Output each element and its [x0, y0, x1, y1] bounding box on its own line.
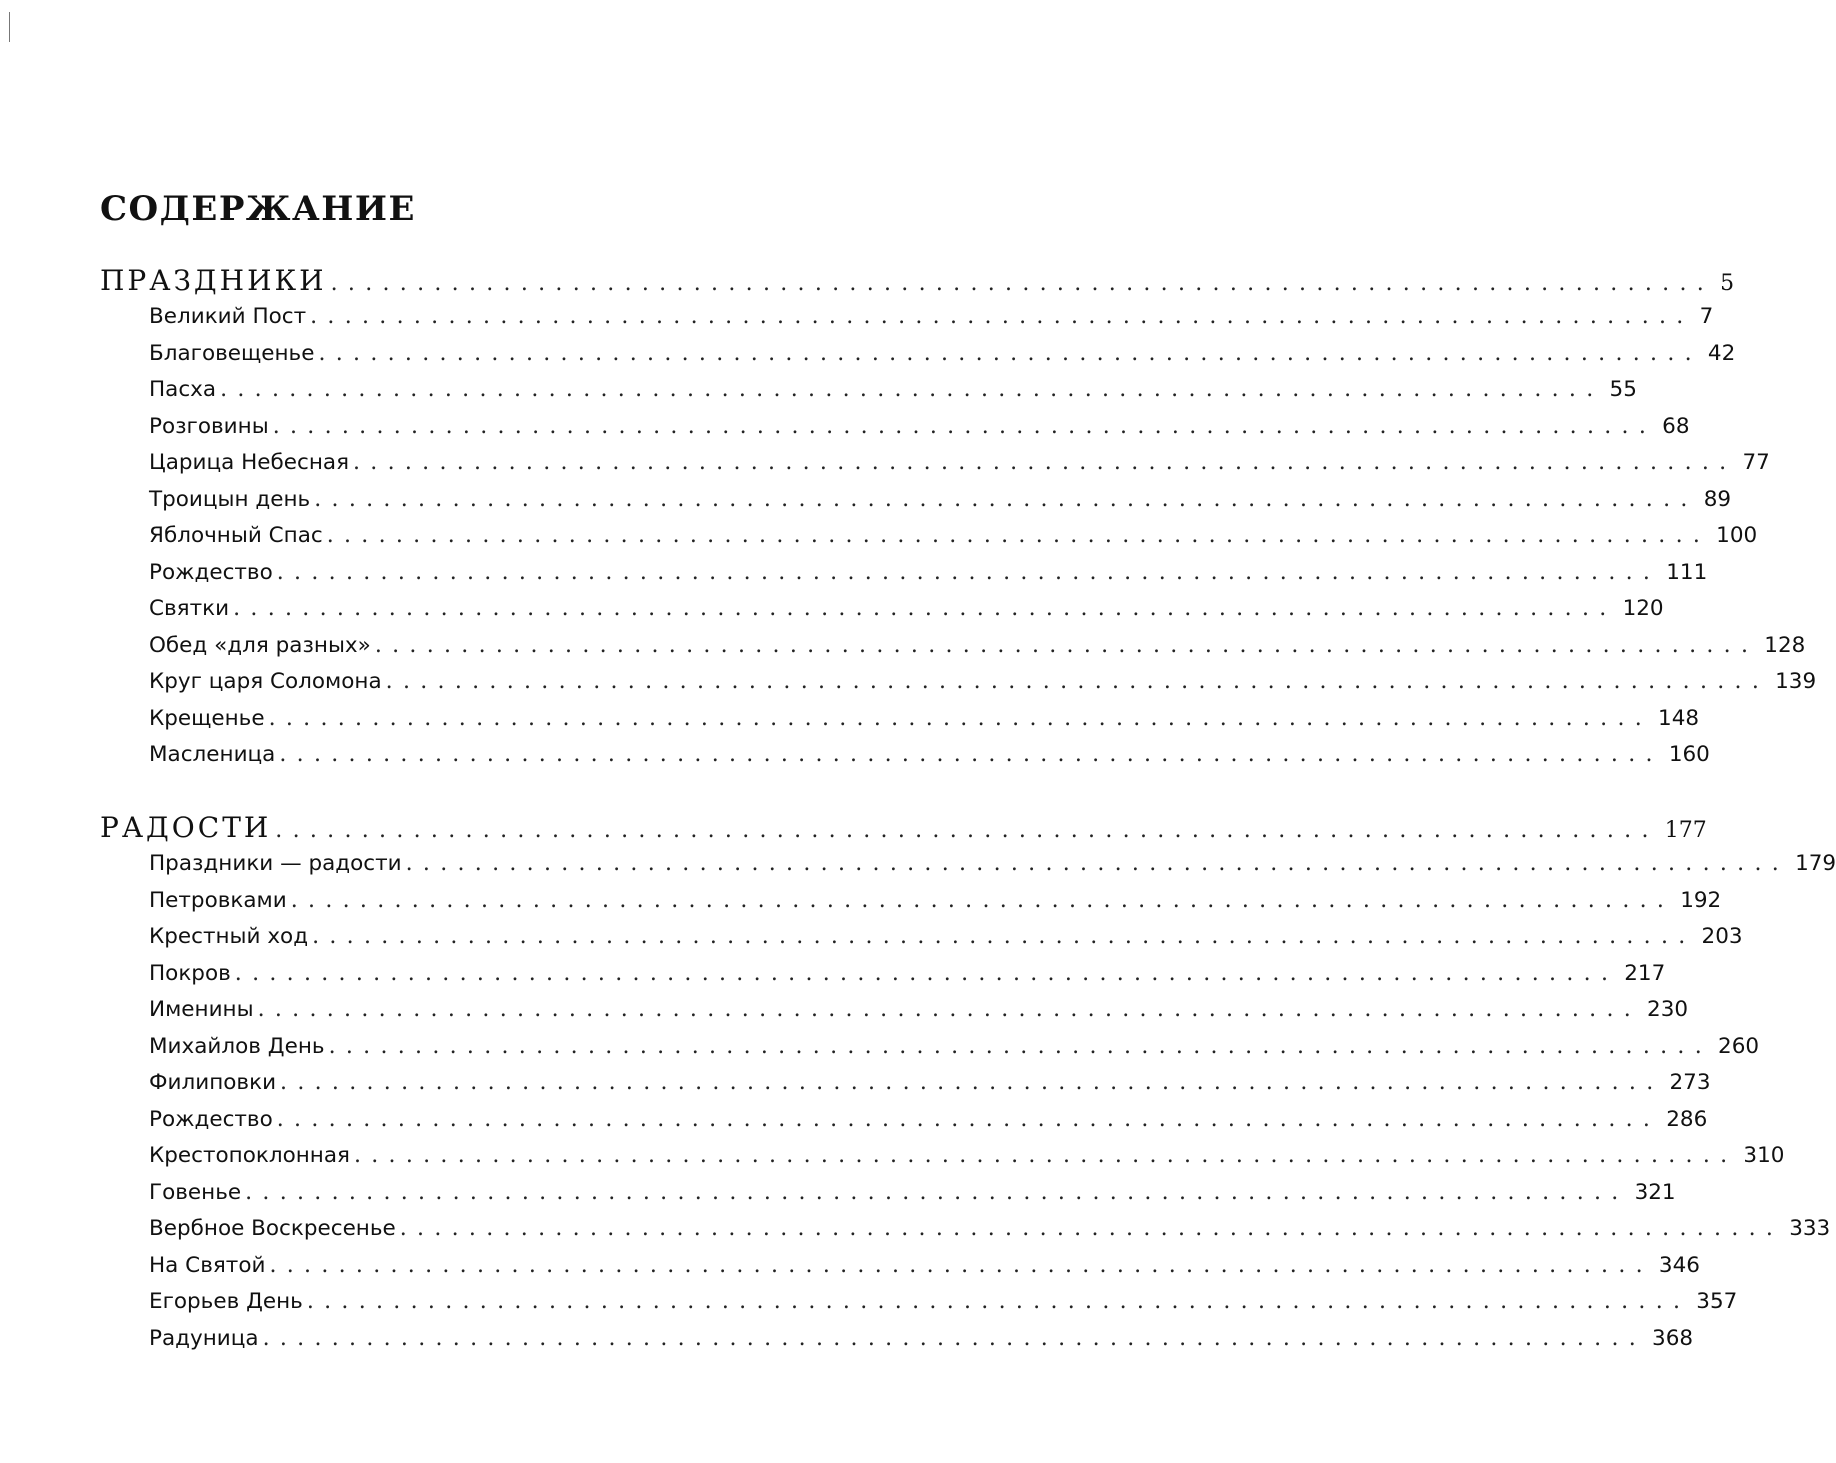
entry-title: Святки: [149, 596, 230, 621]
entry-title: На Святой: [149, 1252, 266, 1278]
entry-title: Михайлов День: [149, 1033, 325, 1059]
entry-page-number: 120: [1622, 596, 1664, 621]
entry-page-number: 111: [1666, 559, 1708, 585]
entry-page-number: 77: [1742, 450, 1770, 475]
dot-leader: ................................................................................: [245, 1179, 1629, 1205]
dot-leader: ................................................................................: [353, 1143, 1738, 1168]
entry-page-number: 217: [1624, 960, 1666, 986]
dot-leader: ................................................................................: [257, 997, 1642, 1022]
entry-page-number: 139: [1775, 669, 1817, 694]
entry-title: Царица Небесная: [149, 450, 349, 475]
toc-entry[interactable]: [100, 742, 1710, 778]
dot-leader: ................................................................................: [353, 450, 1737, 475]
entry-title: Филиповки: [149, 1070, 277, 1095]
toc-entry[interactable]: [100, 413, 1690, 450]
entry-page-number: 100: [1716, 523, 1758, 548]
toc-entry[interactable]: [100, 705, 1700, 742]
entry-title: Крестный ход: [149, 924, 309, 949]
dot-leader: ................................................................................: [374, 632, 1759, 658]
toc-entry[interactable]: [100, 377, 1637, 413]
dot-leader: ................................................................................: [262, 1325, 1647, 1351]
toc-entry[interactable]: [100, 1216, 1831, 1252]
entry-page-number: 230: [1647, 997, 1689, 1022]
dot-leader: ................................................................................: [310, 304, 1694, 329]
entry-page-number: 160: [1668, 742, 1710, 767]
toc-entry[interactable]: [100, 1106, 1708, 1143]
toc-entry[interactable]: [100, 924, 1743, 960]
entry-page-number: 203: [1701, 924, 1743, 949]
entry-title: Троицын день: [149, 486, 311, 512]
entry-title: Егорьев День: [149, 1289, 303, 1314]
entry-title: Рождество: [149, 559, 273, 585]
entry-title: Именины: [149, 997, 254, 1022]
toc-entry[interactable]: [100, 450, 1770, 486]
dot-leader: ................................................................................: [269, 1252, 1653, 1278]
toc-entry[interactable]: [100, 596, 1664, 632]
entry-page-number: 148: [1658, 705, 1700, 731]
entry-title: Петровками: [149, 887, 287, 913]
entry-title: Покров: [149, 960, 231, 986]
toc-entry[interactable]: [100, 559, 1708, 596]
toc-entry[interactable]: [100, 960, 1666, 997]
toc-section-heading[interactable]: [100, 811, 1707, 851]
entry-page-number: 89: [1703, 486, 1732, 512]
entry-title: Великий Пост: [149, 304, 307, 329]
entry-title: Благовещенье: [149, 340, 315, 366]
toc-entry[interactable]: [100, 340, 1736, 377]
entry-page-number: 368: [1652, 1325, 1694, 1351]
toc-entry[interactable]: [100, 1252, 1700, 1289]
entry-page-number: 260: [1718, 1033, 1760, 1059]
entry-page-number: 192: [1680, 887, 1722, 913]
dot-leader: ................................................................................: [276, 559, 1661, 585]
entry-title: Крещенье: [149, 705, 265, 731]
entry-page-number: 7: [1699, 304, 1714, 329]
dot-leader: ................................................................................: [290, 887, 1675, 913]
entry-page-number: 321: [1634, 1179, 1676, 1205]
page-title: СОДЕРЖАНИЕ: [100, 189, 416, 229]
toc-entry[interactable]: [100, 523, 1758, 559]
entry-title: Говенье: [149, 1179, 242, 1205]
entry-title: Розговины: [149, 413, 269, 439]
entry-page-number: 357: [1696, 1289, 1738, 1314]
dot-leader: ................................................................................: [306, 1289, 1691, 1314]
dot-leader: ................................................................................: [312, 924, 1696, 949]
dot-leader: ................................................................................: [318, 340, 1702, 366]
entry-page-number: 42: [1707, 340, 1736, 366]
dot-leader: ................................................................................: [276, 1106, 1661, 1132]
entry-title: Радуница: [149, 1325, 259, 1351]
toc-entry[interactable]: [100, 669, 1817, 705]
dot-leader: ................................................................................: [405, 851, 1790, 876]
entry-page-number: 310: [1743, 1143, 1785, 1168]
dot-leader: ................................................................................: [272, 413, 1657, 439]
dot-leader: ................................................................................: [280, 1070, 1664, 1095]
toc-entry[interactable]: [100, 851, 1836, 887]
entry-title: Обед «для разных»: [149, 632, 371, 658]
dot-leader: ................................................................................: [268, 705, 1653, 731]
toc-entry[interactable]: [100, 1289, 1738, 1325]
dot-leader: ................................................................................: [385, 669, 1770, 694]
entry-page-number: 333: [1789, 1216, 1831, 1241]
toc-entry[interactable]: [100, 1033, 1760, 1070]
toc-entry[interactable]: [100, 887, 1722, 924]
entry-page-number: 179: [1795, 851, 1836, 876]
entry-page-number: 55: [1609, 377, 1637, 402]
toc-entry[interactable]: [100, 486, 1732, 523]
section-title: ПРАЗДНИКИ: [100, 264, 327, 297]
dot-leader: ................................................................................: [328, 1033, 1713, 1059]
entry-title: Масленица: [149, 742, 276, 767]
toc-entry[interactable]: [100, 1179, 1676, 1216]
toc-section-heading[interactable]: [100, 264, 1735, 304]
section-title: РАДОСТИ: [100, 811, 272, 844]
toc-entry[interactable]: [100, 632, 1806, 669]
toc-entry[interactable]: [100, 997, 1689, 1033]
entry-title: Праздники — радости: [149, 851, 402, 876]
entry-page-number: 273: [1669, 1070, 1711, 1095]
section-page-number: 5: [1720, 271, 1735, 296]
entry-page-number: 346: [1658, 1252, 1700, 1278]
entry-title: Круг царя Соломона: [149, 669, 382, 694]
dot-leader: ................................................................................: [326, 523, 1711, 548]
entry-title: Вербное Воскресенье: [149, 1216, 396, 1241]
entry-title: Крестопоклонная: [149, 1143, 350, 1168]
entry-title: Яблочный Спас: [149, 523, 323, 548]
dot-leader: ................................................................................: [234, 960, 1619, 986]
dot-leader: ................................................................................: [279, 742, 1663, 767]
entry-page-number: 68: [1662, 413, 1690, 439]
entry-title: Рождество: [149, 1106, 273, 1132]
toc-entry[interactable]: [100, 1143, 1785, 1179]
section-page-number: 177: [1664, 818, 1707, 843]
entry-page-number: 128: [1764, 632, 1806, 658]
dot-leader: ................................................................................: [314, 486, 1698, 512]
dot-leader: ................................................................................: [330, 271, 1715, 296]
toc-entry[interactable]: [100, 1070, 1711, 1106]
dot-leader: ................................................................................: [275, 818, 1659, 843]
entry-title: Пасха: [149, 377, 217, 402]
toc-entry[interactable]: [100, 1325, 1694, 1362]
toc-entry[interactable]: [100, 304, 1714, 340]
dot-leader: ................................................................................: [399, 1216, 1784, 1241]
dot-leader: ................................................................................: [233, 596, 1617, 621]
page-edge-mark: [9, 12, 10, 42]
entry-page-number: 286: [1666, 1106, 1708, 1132]
dot-leader: ................................................................................: [220, 377, 1604, 402]
